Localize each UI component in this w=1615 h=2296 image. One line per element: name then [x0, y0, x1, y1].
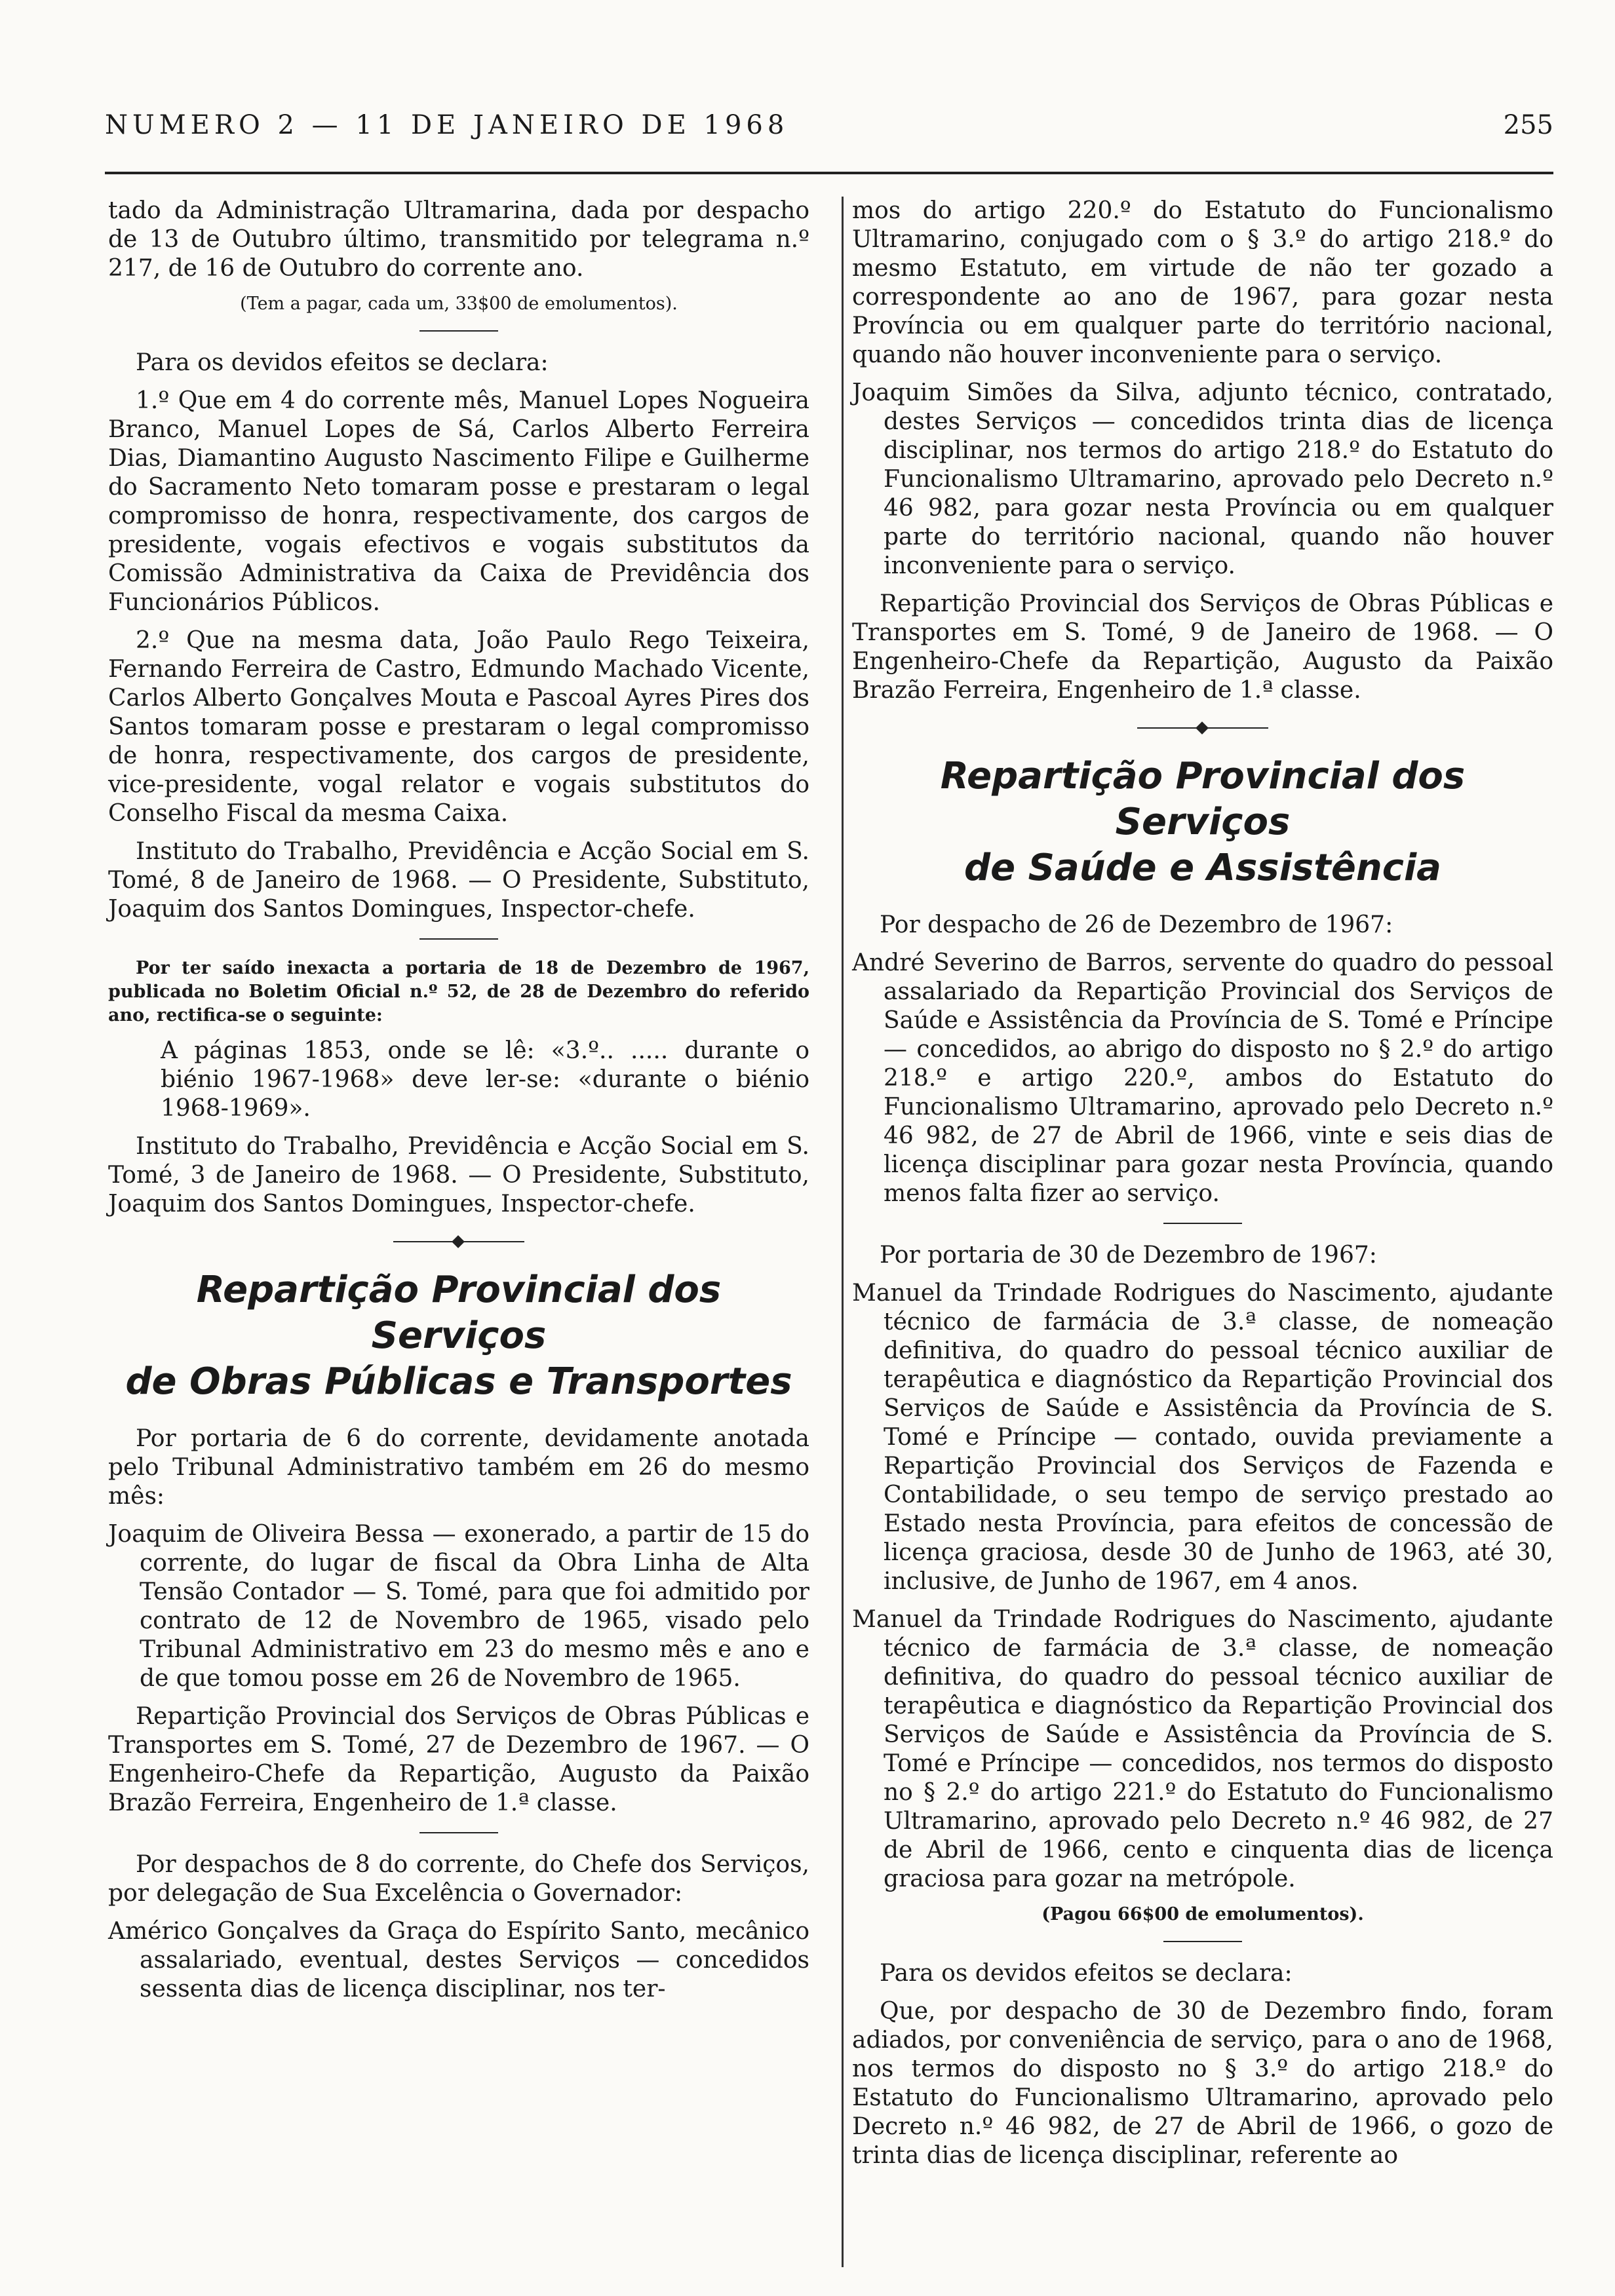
entry-americo: Américo Gonçalves da Graça do Espírito Santo, mecânico assalariado, eventual, destes Serviços — concedidos sessenta dias de licença disciplinar, nos ter- — [108, 1918, 809, 2002]
portaria-intro: Por portaria de 6 do corrente, devidamente anotada pelo Tribunal Administrativo também em 26 do mesmo mês: — [108, 1425, 809, 1510]
separator — [1163, 1223, 1242, 1224]
signature-block: Instituto do Trabalho, Previdência e Acção Social em S. Tomé, 8 de Janeiro de 1968. — O Presidente, Substituto, Joaquim dos Santos Domingues, Inspector-chefe. — [108, 838, 809, 923]
despacho-intro: Por despacho de 26 de Dezembro de 1967: — [880, 911, 1393, 938]
declaration-item-2: 2.º Que na mesma data, João Paulo Rego Teixeira, Fernando Ferreira de Castro, Edmundo Machado Vicente, Carlos Alberto Gonçalves Mouta e Pascoal Ayres Pires dos Santos tomaram posse e prestaram o legal compromisso de honra, respectivamente, dos cargos de presidente, vice-presidente, vogal relator e vogais substitutos do Conselho Fiscal da mesma Caixa. — [108, 627, 809, 827]
issue-title: NUMERO 2 — 11 DE JANEIRO DE 1968 — [105, 110, 789, 140]
column-divider — [842, 197, 844, 2267]
header-rule — [105, 172, 1553, 174]
fee-note: (Tem a pagar, cada um, 33$00 de emolumentos). — [240, 294, 678, 314]
right-column — [852, 197, 1553, 2179]
declaration-intro: Para os devidos efeitos se declara: — [880, 1960, 1293, 1987]
page-number: 255 — [1503, 110, 1553, 140]
section-title-saude — [852, 754, 1553, 891]
separator — [1163, 1941, 1242, 1942]
rectification-note: Por ter saído inexacta a portaria de 18 de Dezembro de 1967, publicada no Boletim Oficial n.º 52, de 28 de Dezembro do referido ano, rectifica-se o seguinte: — [108, 958, 809, 1025]
despachos-intro: Por despachos de 8 do corrente, do Chefe dos Serviços, por delegação de Sua Excelência o Governador: — [108, 1851, 809, 1907]
rectification-quote: A páginas 1853, onde se lê: «3.º.. ..... durante o biénio 1967-1968» deve ler-se: «durante o biénio 1968-1969». — [161, 1037, 809, 1122]
section-title-line: Repartição Provincial dos Serviços — [940, 755, 1466, 843]
left-column — [108, 197, 809, 2013]
paragraph-continued: mos do artigo 220.º do Estatuto do Funcionalismo Ultramarino, conjugado com o § 3.º do artigo 218.º do mesmo Estatuto, em virtude de não ter gozado a correspondente ao ano de 1967, para gozar nesta Província ou em qualquer parte do território nacional, quando não houver inconveniente para o serviço. — [852, 197, 1553, 368]
page-header — [105, 110, 1553, 149]
entry-andre: André Severino de Barros, servente do quadro do pessoal assalariado da Repartição Provincial dos Serviços de Saúde e Assistência da Província de S. Tomé e Príncipe — concedidos, ao abrigo do disposto no § 2.º do artigo 218.º e artigo 220.º, ambos do Estatuto do Funcionalismo Ultramarino, aprovado pelo Decreto n.º 46 982, de 27 de Abril de 1966, vinte e seis dias de licença disciplinar para gozar nesta Província, quando menos falta fizer ao serviço. — [852, 949, 1553, 1207]
fee-note: (Pagou 66$00 de emolumentos). — [1041, 1904, 1364, 1924]
section-separator — [393, 1236, 524, 1248]
separator — [419, 1832, 498, 1833]
declaration-item-1: 1.º Que em 4 do corrente mês, Manuel Lopes Nogueira Branco, Manuel Lopes de Sá, Carlos Alberto Ferreira Dias, Diamantino Augusto Nascimento Filipe e Guilherme do Sacramento Neto tomaram posse e prestaram o legal compromisso de honra, respectivamente, dos cargos de presidente, vogais efectivos e vogais substitutos da Comissão Administrativa da Caixa de Previdência dos Funcionários Públicos. — [108, 387, 809, 616]
signature-block: Repartição Provincial dos Serviços de Obras Públicas e Transportes em S. Tomé, 9 de Janeiro de 1968. — O Engenheiro-Chefe da Repartição, Augusto da Paixão Brazão Ferreira, Engenheiro de 1.ª classe. — [852, 590, 1553, 704]
entry-simoes: Joaquim Simões da Silva, adjunto técnico, contratado, destes Serviços — concedidos trinta dias de licença disciplinar, nos termos do artigo 218.º do Estatuto do Funcionalismo Ultramarino, aprovado pelo Decreto n.º 46 982, para gozar nesta Província ou em qualquer parte do território nacional, quando não houver inconveniente para o serviço. — [852, 379, 1553, 579]
section-title-obras-publicas — [108, 1267, 809, 1405]
entry-manuel-2: Manuel da Trindade Rodrigues do Nascimento, ajudante técnico de farmácia de 3.ª classe, de nomeação definitiva, do quadro do pessoal técnico auxiliar de terapêutica e diagnóstico da Repartição Provincial dos Serviços de Saúde e Assistência da Província de S. Tomé e Príncipe — concedidos, nos termos do disposto no § 2.º do artigo 221.º do Estatuto do Funcionalismo Ultramarino, aprovado pelo Decreto n.º 46 982, de 27 de Abril de 1966, cento e cinquenta dias de licença graciosa para gozar na metrópole. — [852, 1606, 1553, 1892]
separator — [419, 330, 498, 332]
signature-block: Repartição Provincial dos Serviços de Obras Públicas e Transportes em S. Tomé, 27 de Dezembro de 1967. — O Engenheiro-Chefe da Repartição, Augusto da Paixão Brazão Ferreira, Engenheiro de 1.ª classe. — [108, 1703, 809, 1816]
section-separator — [1137, 722, 1268, 734]
entry-bessa: Joaquim de Oliveira Bessa — exonerado, a partir de 15 do corrente, do lugar de fiscal da Obra Linha de Alta Tensão Contador — S. Tomé, para que foi admitido por contrato de 12 de Novembro de 1965, visado pelo Tribunal Administrativo em 23 do mesmo mês e ano e de que tomou posse em 26 de Novembro de 1965. — [108, 1521, 809, 1692]
section-title-line: Repartição Provincial dos Serviços — [196, 1269, 722, 1357]
section-title-line: de Obras Públicas e Transportes — [125, 1360, 792, 1403]
portaria-intro: Por portaria de 30 de Dezembro de 1967: — [880, 1242, 1377, 1269]
paragraph: tado da Administração Ultramarina, dada por despacho de 13 de Outubro último, transmitido por telegrama n.º 217, de 16 de Outubro do corrente ano. — [108, 197, 809, 282]
signature-block: Instituto do Trabalho, Previdência e Acção Social em S. Tomé, 3 de Janeiro de 1968. — O Presidente, Substituto, Joaquim dos Santos Domingues, Inspector-chefe. — [108, 1133, 809, 1217]
separator — [419, 938, 498, 940]
declaration-final: Que, por despacho de 30 de Dezembro findo, foram adiados, por conveniência de serviço, para o ano de 1968, nos termos do disposto no § 3.º do artigo 218.º do Estatuto do Funcionalismo Ultramarino, aprovado pelo Decreto n.º 46 982, de 27 de Abril de 1966, o gozo de trinta dias de licença disciplinar, referente ao — [852, 1998, 1553, 2169]
section-title-line: de Saúde e Assistência — [964, 847, 1441, 889]
declaration-intro: Para os devidos efeitos se declara: — [136, 349, 549, 376]
entry-manuel-1: Manuel da Trindade Rodrigues do Nascimento, ajudante técnico de farmácia de 3.ª classe, de nomeação definitiva, do quadro do pessoal técnico auxiliar de terapêutica e diagnóstico da Repartição Provincial dos Serviços de Saúde e Assistência da Província de S. Tomé e Príncipe — contado, ouvida previamente a Repartição Provincial dos Serviços de Fazenda e Contabilidade, o seu tempo de serviço prestado ao Estado nesta Província, para efeitos de concessão de licença graciosa, desde 30 de Junho de 1963, até 30, inclusive, de Junho de 1967, em 4 anos. — [852, 1280, 1553, 1595]
